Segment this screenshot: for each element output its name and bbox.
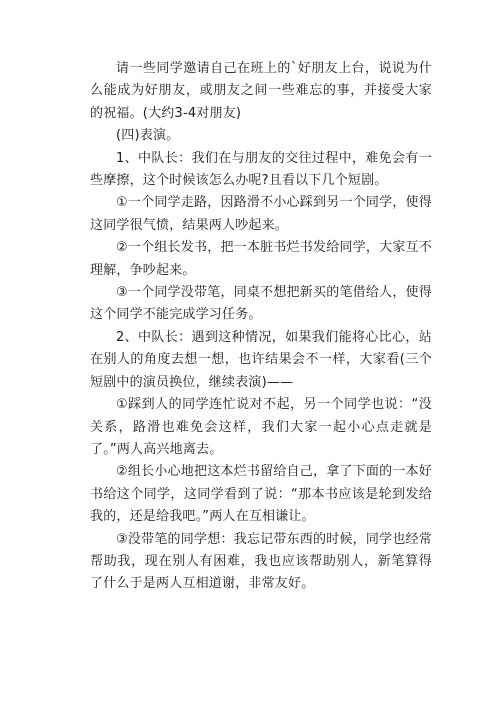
paragraph-captain-intro: 1、中队长：我们在与朋友的交往过程中，难免会有一些摩擦，这个时候该怎么办呢?且看以下几个短剧。 [90, 150, 432, 189]
paragraph-resolution-3: ③没带笔的同学想：我忘记带东西的时候，同学也经常帮助我，现在别人有困难，我也应该帮助别人，新笔算得了什么于是两人互相道谢，非常友好。 [90, 531, 432, 592]
paragraph-resolution-2: ②组长小心地把这本烂书留给自己，拿了下面的一本好书给这个同学，这同学看到了说：“那本书应该是轮到发给我的，还是给我吧。”两人在互相谦让。 [90, 464, 432, 525]
paragraph-section-performance: (四)表演。 [116, 128, 180, 144]
paragraph-resolution-1: ①踩到人的同学连忙说对不起，另一个同学也说：“没关系，路滑也难免会这样，我们大家一起小心点走就是了。”两人高兴地离去。 [90, 397, 432, 457]
document-body [90, 58, 432, 596]
paragraph-skit-1: ①一个同学走路，因路滑不小心踩到另一个同学，使得这同学很气愤，结果两人吵起来。 [90, 195, 432, 233]
paragraph-skit-2: ②一个组长发书，把一本脏书烂书发给同学，大家互不理解，争吵起来。 [90, 240, 432, 278]
paragraph-captain-empathy: 2、中队长：遇到这种情况，如果我们能将心比心，站在别人的角度去想一想，也许结果会不一样，大家看(三个短剧中的演员换位，继续表演)—— [90, 329, 432, 390]
paragraph-invite-friends: 请一些同学邀请自己在班上的`好朋友上台，说说为什么能成为好朋友，或朋友之间一些难忘的事，并接受大家的祝福。(大约3-4对朋友) [90, 61, 432, 121]
paragraph-skit-3: ③一个同学没带笔，同桌不想把新买的笔借给人，使得这个同学不能完成学习任务。 [90, 285, 432, 323]
